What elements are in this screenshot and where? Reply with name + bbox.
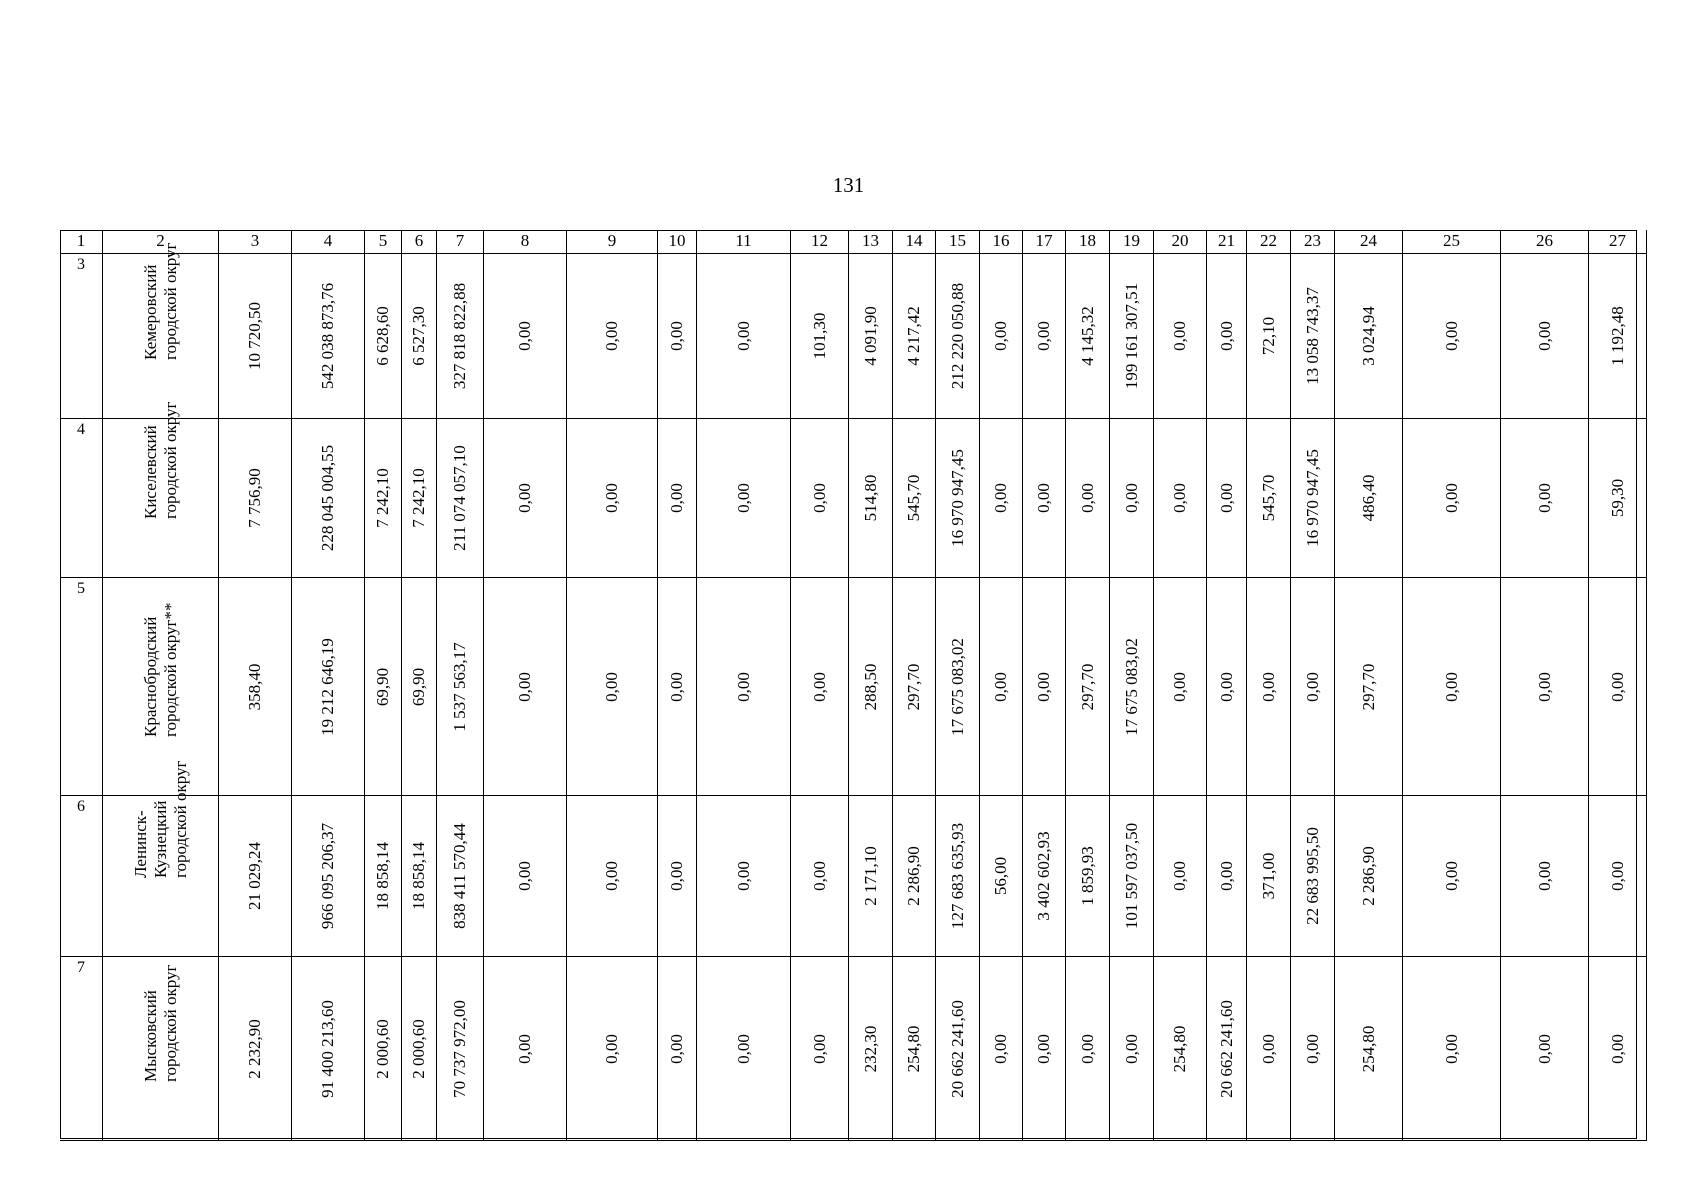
header-cell: 19 <box>1110 230 1154 254</box>
header-cell: 27 <box>1589 230 1647 254</box>
value-cell <box>1023 957 1066 1141</box>
value-cell <box>484 957 567 1141</box>
header-cell: 18 <box>1066 230 1110 254</box>
cell-value: 0,00 <box>733 671 753 702</box>
value-cell <box>980 957 1023 1141</box>
cell-value: 18 858,14 <box>409 842 428 910</box>
value-cell <box>365 419 402 578</box>
value-cell <box>484 796 567 957</box>
value-cell <box>980 578 1023 796</box>
value-cell <box>1207 254 1247 419</box>
cell-value: 0,00 <box>667 483 686 513</box>
cell-value: 0,00 <box>1216 483 1236 513</box>
municipality-name: Киселевский городской округ <box>140 401 180 519</box>
cell-value: 69,90 <box>409 667 428 706</box>
cell-value: 0,00 <box>809 671 829 702</box>
value-cell <box>1501 578 1589 796</box>
header-cell: 5 <box>365 230 402 254</box>
value-cell <box>1110 957 1154 1141</box>
cell-value: 0,00 <box>991 483 1010 513</box>
value-cell <box>219 578 292 796</box>
value-cell <box>1501 419 1589 578</box>
cell-value: 0,00 <box>1170 321 1189 351</box>
value-cell <box>849 419 893 578</box>
value-cell <box>437 254 484 419</box>
header-cell: 26 <box>1501 230 1589 254</box>
cell-value: 101 597 037,50 <box>1121 822 1141 930</box>
value-cell <box>292 578 365 796</box>
cell-value: 0,00 <box>1441 671 1461 702</box>
value-cell <box>402 254 437 419</box>
header-cell: 22 <box>1247 230 1291 254</box>
value-cell <box>292 957 365 1141</box>
cell-value: 486,40 <box>1358 474 1378 522</box>
cell-value: 288,50 <box>860 663 880 710</box>
cell-value: 17 675 083,02 <box>1121 637 1141 736</box>
value-cell <box>1110 419 1154 578</box>
value-cell <box>365 254 402 419</box>
value-cell <box>1207 957 1247 1141</box>
cell-value: 2 171,10 <box>860 846 880 906</box>
cell-value: 371,00 <box>1258 852 1278 900</box>
cell-value: 0,00 <box>809 1033 829 1064</box>
value-cell <box>791 796 849 957</box>
value-cell <box>893 419 936 578</box>
cell-value: 2 000,60 <box>373 1018 392 1079</box>
value-cell <box>893 254 936 419</box>
value-cell <box>1335 957 1403 1141</box>
cell-value: 16 970 947,45 <box>947 449 967 547</box>
municipality-name: Кемеровский городской округ <box>140 242 180 360</box>
value-cell <box>1247 957 1291 1141</box>
cell-value: 0,00 <box>1302 671 1322 702</box>
cell-value: 22 683 995,50 <box>1302 827 1322 925</box>
cell-value: 514,80 <box>860 474 880 522</box>
cell-value: 19 212 646,19 <box>318 637 337 736</box>
value-cell <box>402 419 437 578</box>
cell-value: 211 074 057,10 <box>450 445 469 551</box>
cell-value: 6 628,60 <box>373 306 392 366</box>
cell-value: 0,00 <box>515 321 534 351</box>
cell-value: 4 217,42 <box>904 306 923 366</box>
cell-value: 0,00 <box>1170 861 1189 891</box>
header-cell: 7 <box>437 230 484 254</box>
row-index: 5 <box>60 578 103 796</box>
value-cell <box>1501 796 1589 957</box>
cell-value: 7 756,90 <box>245 468 264 528</box>
value-cell <box>402 796 437 957</box>
cell-value: 297,70 <box>1358 663 1378 710</box>
cell-value: 59,30 <box>1607 478 1627 518</box>
cell-value: 4 145,32 <box>1077 306 1097 366</box>
cell-value: 254,80 <box>1358 1025 1378 1072</box>
cell-value: 212 220 050,88 <box>947 282 967 390</box>
value-cell <box>402 957 437 1141</box>
value-cell <box>1501 957 1589 1141</box>
cell-value: 254,80 <box>904 1025 923 1072</box>
value-cell <box>1023 578 1066 796</box>
header-cell: 6 <box>402 230 437 254</box>
value-cell <box>1335 578 1403 796</box>
value-cell <box>791 957 849 1141</box>
cell-value: 0,00 <box>1302 1033 1322 1064</box>
value-cell <box>365 957 402 1141</box>
cell-value: 0,00 <box>1170 671 1189 702</box>
header-cell: 25 <box>1403 230 1501 254</box>
value-cell <box>567 578 658 796</box>
cell-value: 297,70 <box>1077 663 1097 710</box>
value-cell <box>1154 578 1207 796</box>
cell-value: 0,00 <box>733 483 753 513</box>
cell-value: 0,00 <box>667 671 686 702</box>
cell-value: 327 818 822,88 <box>450 282 469 390</box>
header-cell: 9 <box>567 230 658 254</box>
value-cell <box>658 254 697 419</box>
value-cell <box>1066 578 1110 796</box>
cell-value: 1 192,48 <box>1607 306 1627 366</box>
value-cell <box>1066 957 1110 1141</box>
value-cell <box>1154 796 1207 957</box>
value-cell <box>980 419 1023 578</box>
cell-value: 21 029,24 <box>245 842 264 910</box>
value-cell <box>1403 419 1501 578</box>
value-cell <box>936 419 980 578</box>
value-cell <box>292 254 365 419</box>
value-cell <box>1154 957 1207 1141</box>
value-cell <box>365 578 402 796</box>
cell-value: 2 286,90 <box>1358 846 1378 906</box>
cell-value: 0,00 <box>1216 861 1236 891</box>
cell-value: 0,00 <box>1534 483 1554 513</box>
municipality-name: Мысковский городской округ <box>140 964 180 1082</box>
value-cell <box>658 957 697 1141</box>
municipality-name: Ленинск- Кузнецкий городской округ <box>130 760 190 878</box>
header-cell: 10 <box>658 230 697 254</box>
header-cell: 3 <box>219 230 292 254</box>
cell-value: 297,70 <box>904 663 923 710</box>
value-cell <box>1023 796 1066 957</box>
value-cell <box>936 254 980 419</box>
value-cell <box>791 578 849 796</box>
header-cell: 12 <box>791 230 849 254</box>
cell-value: 0,00 <box>1077 1033 1097 1064</box>
value-cell <box>402 578 437 796</box>
cell-value: 0,00 <box>1441 1033 1461 1064</box>
row-index: 4 <box>60 419 103 578</box>
value-cell <box>567 254 658 419</box>
cell-value: 2 232,90 <box>245 1018 264 1079</box>
value-cell <box>1589 578 1647 796</box>
header-cell: 14 <box>893 230 936 254</box>
header-cell: 11 <box>697 230 791 254</box>
cell-value: 4 091,90 <box>860 306 880 366</box>
cell-value: 0,00 <box>1170 483 1189 513</box>
value-cell <box>1589 957 1647 1141</box>
cell-value: 6 527,30 <box>409 306 428 366</box>
cell-value: 0,00 <box>1121 483 1141 513</box>
value-cell <box>1247 796 1291 957</box>
value-cell <box>849 578 893 796</box>
cell-value: 56,00 <box>991 856 1010 896</box>
cell-value: 7 242,10 <box>373 468 392 528</box>
value-cell <box>1335 254 1403 419</box>
cell-value: 3 402 602,93 <box>1034 831 1053 921</box>
cell-value: 7 242,10 <box>409 468 428 528</box>
value-cell <box>567 419 658 578</box>
value-cell <box>292 419 365 578</box>
value-cell <box>365 796 402 957</box>
cell-value: 13 058 743,37 <box>1302 287 1322 385</box>
cell-value: 0,00 <box>991 671 1010 702</box>
cell-value: 0,00 <box>602 1033 621 1064</box>
cell-value: 0,00 <box>1216 671 1236 702</box>
value-cell <box>697 578 791 796</box>
header-cell: 4 <box>292 230 365 254</box>
value-cell <box>219 254 292 419</box>
value-cell <box>658 578 697 796</box>
header-cell: 2 <box>103 230 219 254</box>
value-cell <box>1110 796 1154 957</box>
cell-value: 20 662 241,60 <box>1216 999 1236 1098</box>
value-cell <box>1066 796 1110 957</box>
cell-value: 2 286,90 <box>904 846 923 906</box>
value-cell <box>1501 254 1589 419</box>
cell-value: 0,00 <box>1607 1033 1627 1064</box>
row-index: 7 <box>60 957 103 1141</box>
value-cell <box>484 254 567 419</box>
cell-value: 966 095 206,37 <box>318 822 337 930</box>
cell-value: 545,70 <box>904 474 923 522</box>
cell-value: 101,30 <box>809 312 829 360</box>
cell-value: 0,00 <box>602 671 621 702</box>
value-cell <box>1110 254 1154 419</box>
cell-value: 0,00 <box>667 1033 686 1064</box>
value-cell <box>658 796 697 957</box>
cell-value: 17 675 083,02 <box>947 637 967 736</box>
cell-value: 254,80 <box>1170 1025 1189 1072</box>
municipality-name: Краснобродский городской округ** <box>140 602 180 737</box>
value-cell <box>1247 254 1291 419</box>
value-cell <box>980 796 1023 957</box>
value-cell <box>1335 796 1403 957</box>
cell-value: 232,30 <box>860 1025 880 1072</box>
value-cell <box>697 254 791 419</box>
cell-value: 0,00 <box>515 861 534 891</box>
cell-value: 0,00 <box>1534 861 1554 891</box>
cell-value: 0,00 <box>991 1033 1010 1064</box>
value-cell <box>658 419 697 578</box>
cell-value: 0,00 <box>667 321 686 351</box>
value-cell <box>1291 254 1335 419</box>
value-cell <box>1589 796 1647 957</box>
value-cell <box>1247 578 1291 796</box>
value-cell <box>1247 419 1291 578</box>
cell-value: 0,00 <box>1121 1033 1141 1064</box>
cell-value: 0,00 <box>1034 321 1053 351</box>
row-name-cell <box>103 760 219 957</box>
value-cell <box>1066 254 1110 419</box>
cell-value: 0,00 <box>991 321 1010 351</box>
cell-value: 0,00 <box>515 1033 534 1064</box>
value-cell <box>1291 578 1335 796</box>
cell-value: 0,00 <box>733 861 753 891</box>
value-cell <box>791 419 849 578</box>
cell-value: 0,00 <box>809 861 829 891</box>
value-cell <box>1403 578 1501 796</box>
value-cell <box>1110 578 1154 796</box>
cell-value: 20 662 241,60 <box>947 999 967 1098</box>
value-cell <box>1403 796 1501 957</box>
header-cell: 21 <box>1207 230 1247 254</box>
value-cell <box>1154 254 1207 419</box>
value-cell <box>437 578 484 796</box>
cell-value: 127 683 635,93 <box>947 822 967 930</box>
value-cell <box>219 796 292 957</box>
cell-value: 199 161 307,51 <box>1121 282 1141 390</box>
value-cell <box>849 957 893 1141</box>
value-cell <box>1589 254 1647 419</box>
value-cell <box>697 796 791 957</box>
header-cell: 8 <box>484 230 567 254</box>
value-cell <box>1207 419 1247 578</box>
cell-value: 0,00 <box>1216 321 1236 351</box>
value-cell <box>1335 419 1403 578</box>
value-cell <box>484 419 567 578</box>
value-cell <box>219 419 292 578</box>
value-cell <box>1154 419 1207 578</box>
header-cell: 15 <box>936 230 980 254</box>
cell-value: 0,00 <box>1258 671 1278 702</box>
value-cell <box>1291 957 1335 1141</box>
cell-value: 72,10 <box>1258 316 1278 356</box>
cell-value: 91 400 213,60 <box>318 999 337 1098</box>
cell-value: 0,00 <box>1607 861 1627 891</box>
value-cell <box>567 796 658 957</box>
cell-value: 0,00 <box>1077 483 1097 513</box>
value-cell <box>1403 254 1501 419</box>
cell-value: 69,90 <box>373 667 392 706</box>
header-cell: 17 <box>1023 230 1066 254</box>
value-cell <box>1207 796 1247 957</box>
cell-value: 0,00 <box>602 321 621 351</box>
cell-value: 0,00 <box>733 1033 753 1064</box>
cell-value: 0,00 <box>1534 1033 1554 1064</box>
cell-value: 0,00 <box>1034 483 1053 513</box>
cell-value: 542 038 873,76 <box>318 282 337 390</box>
cell-value: 0,00 <box>1034 1033 1053 1064</box>
row-index: 3 <box>60 254 103 419</box>
cell-value: 70 737 972,00 <box>450 999 469 1098</box>
value-cell <box>1066 419 1110 578</box>
row-name-cell <box>103 401 219 578</box>
cell-value: 10 720,50 <box>245 302 264 370</box>
cell-value: 0,00 <box>602 483 621 513</box>
cell-value: 0,00 <box>1534 321 1554 351</box>
header-cell: 23 <box>1291 230 1335 254</box>
cell-value: 0,00 <box>602 861 621 891</box>
row-name-cell <box>103 242 219 419</box>
value-cell <box>936 796 980 957</box>
value-cell <box>437 957 484 1141</box>
cell-value: 0,00 <box>809 483 829 513</box>
cell-value: 0,00 <box>1534 671 1554 702</box>
value-cell <box>1589 419 1647 578</box>
value-cell <box>893 578 936 796</box>
cell-value: 0,00 <box>1258 1033 1278 1064</box>
header-cell: 1 <box>60 230 103 254</box>
cell-value: 16 970 947,45 <box>1302 449 1322 547</box>
cell-value: 0,00 <box>515 671 534 702</box>
value-cell <box>791 254 849 419</box>
value-cell <box>292 796 365 957</box>
header-cell: 16 <box>980 230 1023 254</box>
cell-value: 838 411 570,44 <box>450 823 469 929</box>
cell-value: 545,70 <box>1258 474 1278 522</box>
cell-value: 0,00 <box>515 483 534 513</box>
value-cell <box>849 254 893 419</box>
row-name-cell <box>103 957 219 1141</box>
value-cell <box>437 419 484 578</box>
cell-value: 0,00 <box>1441 321 1461 351</box>
cell-value: 0,00 <box>1607 671 1627 702</box>
cell-value: 358,40 <box>245 663 264 710</box>
value-cell <box>893 957 936 1141</box>
cell-value: 1 537 563,17 <box>450 641 469 732</box>
value-cell <box>980 254 1023 419</box>
cell-value: 228 045 004,55 <box>318 444 337 552</box>
cell-value: 2 000,60 <box>409 1018 428 1079</box>
page-number: 131 <box>832 173 865 197</box>
cell-value: 18 858,14 <box>373 842 392 910</box>
cell-value: 0,00 <box>1034 671 1053 702</box>
value-cell <box>1403 957 1501 1141</box>
header-cell: 13 <box>849 230 893 254</box>
value-cell <box>849 796 893 957</box>
value-cell <box>1291 796 1335 957</box>
value-cell <box>567 957 658 1141</box>
value-cell <box>1291 419 1335 578</box>
data-table <box>60 230 1637 1139</box>
row-index: 6 <box>60 796 103 957</box>
header-cell: 24 <box>1335 230 1403 254</box>
value-cell <box>893 796 936 957</box>
value-cell <box>936 578 980 796</box>
value-cell <box>1023 419 1066 578</box>
cell-value: 0,00 <box>733 321 753 351</box>
cell-value: 0,00 <box>1441 483 1461 513</box>
header-cell: 20 <box>1154 230 1207 254</box>
value-cell <box>697 957 791 1141</box>
value-cell <box>437 796 484 957</box>
cell-value: 0,00 <box>667 861 686 891</box>
value-cell <box>936 957 980 1141</box>
value-cell <box>697 419 791 578</box>
value-cell <box>219 957 292 1141</box>
cell-value: 3 024,94 <box>1358 306 1378 366</box>
value-cell <box>1023 254 1066 419</box>
cell-value: 1 859,93 <box>1077 846 1097 906</box>
cell-value: 0,00 <box>1441 861 1461 891</box>
value-cell <box>1207 578 1247 796</box>
value-cell <box>484 578 567 796</box>
